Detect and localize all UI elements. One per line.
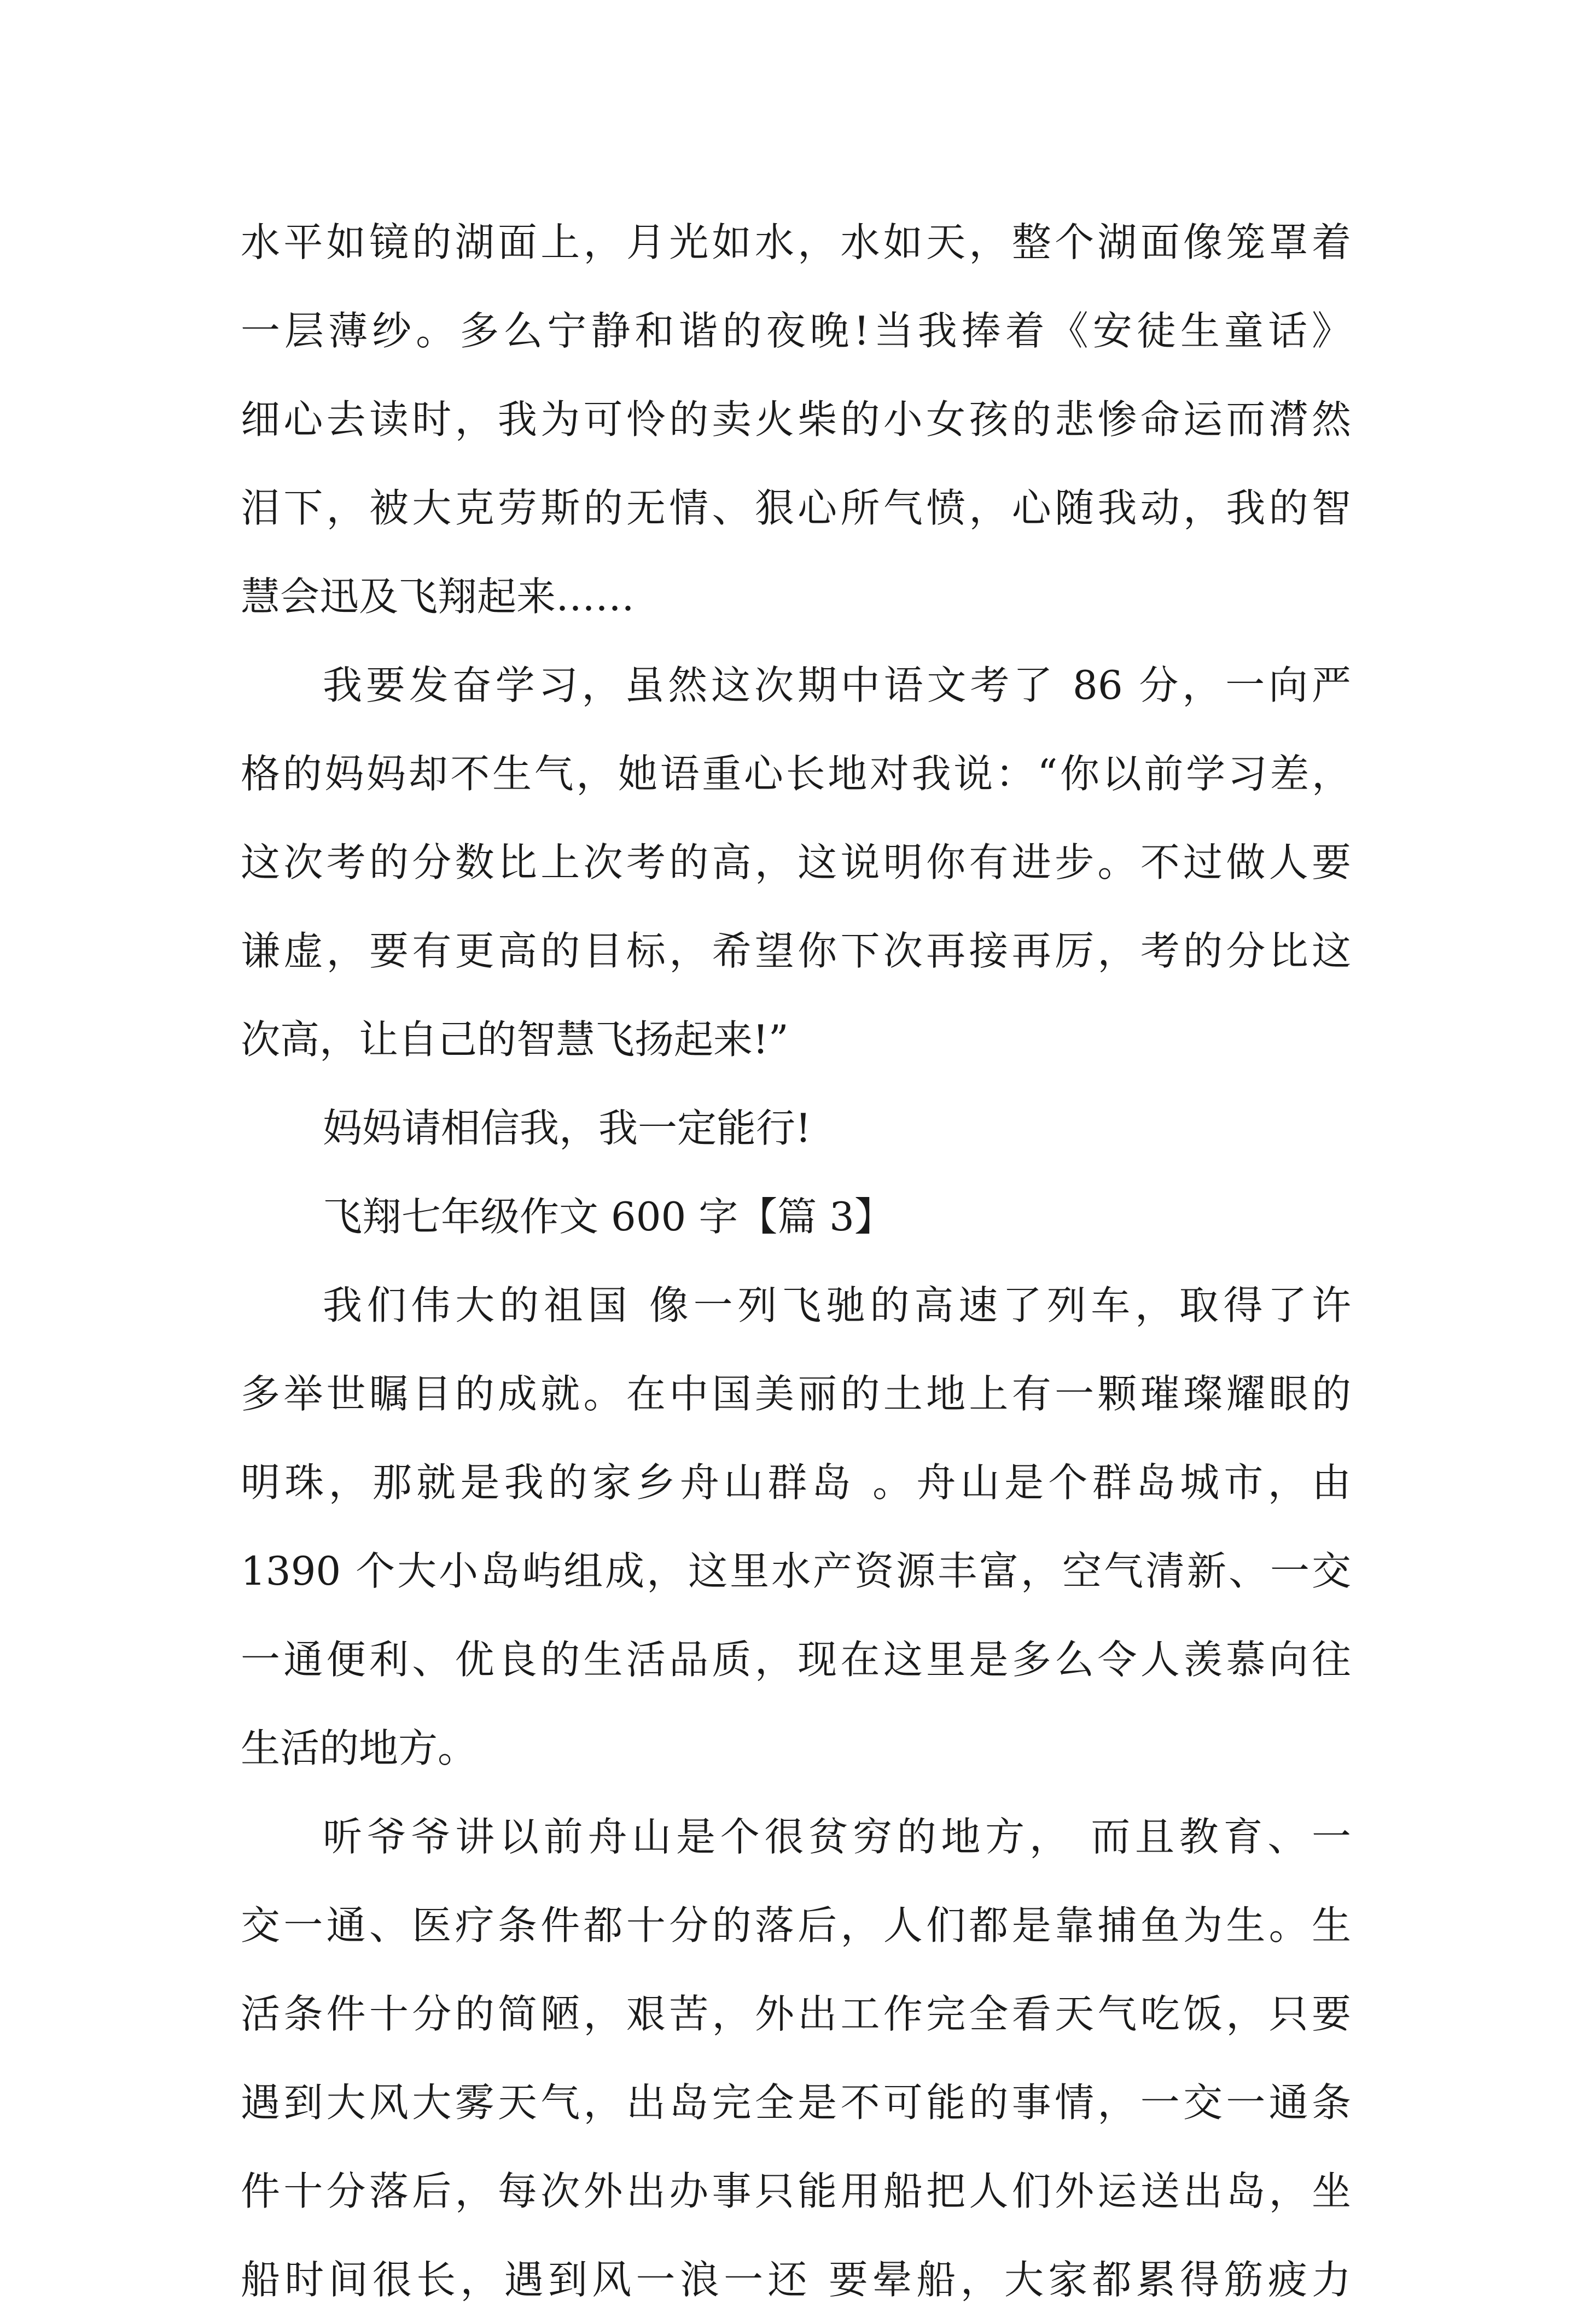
text-line: 谦虚，要有更高的目标，希望你下次再接再厉，考的分比这 bbox=[241, 928, 1351, 974]
text-line: 妈妈请相信我，我一定能行! bbox=[323, 1105, 811, 1151]
text-line: 飞翔七年级作文 600 字【篇 3】 bbox=[323, 1194, 894, 1240]
text-line: 泪下，被大克劳斯的无情、狠心所气愤，心随我动，我的智 bbox=[241, 485, 1351, 531]
text-line: 船时间很长，遇到风一浪一还 要晕船，大家都累得筋疲力 bbox=[241, 2257, 1351, 2303]
text-line: 生活的地方。 bbox=[241, 1725, 478, 1771]
text-line: 慧会迅及飞翔起来…… bbox=[241, 574, 635, 620]
text-line: 1390 个大小岛屿组成，这里水产资源丰富，空气清新、一交 bbox=[241, 1548, 1351, 1594]
text-line: 明珠，那就是我的家乡舟山群岛 。舟山是个群岛城市，由 bbox=[241, 1459, 1351, 1505]
text-line: 听爷爷讲以前舟山是个很贫穷的地方， 而且教育、一 bbox=[323, 1814, 1351, 1860]
text-line: 水平如镜的湖面上，月光如水，水如天，整个湖面像笼罩着 bbox=[241, 219, 1351, 265]
text-line: 一通便利、优良的生活品质，现在这里是多么令人羡慕向往 bbox=[241, 1637, 1351, 1683]
text-line: 格的妈妈却不生气，她语重心长地对我说：“你以前学习差， bbox=[241, 751, 1351, 797]
text-line: 件十分落后，每次外出办事只能用船把人们外运送出岛，坐 bbox=[241, 2168, 1351, 2214]
text-line: 一层薄纱。多么宁静和谐的夜晚!当我捧着《安徒生童话》 bbox=[241, 308, 1351, 354]
text-line: 这次考的分数比上次考的高，这说明你有进步。不过做人要 bbox=[241, 839, 1351, 885]
text-line: 次高，让自己的智慧飞扬起来!” bbox=[241, 1017, 789, 1062]
body-text bbox=[241, 198, 1351, 2324]
text-line: 我们伟大的祖国 像一列飞驰的高速了列车，取得了许 bbox=[323, 1282, 1351, 1328]
text-line: 我要发奋学习，虽然这次期中语文考了 86 分，一向严 bbox=[323, 662, 1351, 708]
text-line: 活条件十分的简陋，艰苦，外出工作完全看天气吃饭，只要 bbox=[241, 1991, 1351, 2037]
text-line: 多举世瞩目的成就。在中国美丽的土地上有一颗璀璨耀眼的 bbox=[241, 1371, 1351, 1417]
text-line: 交一通、医疗条件都十分的落后，人们都是靠捕鱼为生。生 bbox=[241, 1902, 1351, 1948]
text-line: 遇到大风大雾天气，出岛完全是不可能的事情，一交一通条 bbox=[241, 2080, 1351, 2126]
text-line: 细心去读时，我为可怜的卖火柴的小女孩的悲惨命运而潸然 bbox=[241, 396, 1351, 442]
